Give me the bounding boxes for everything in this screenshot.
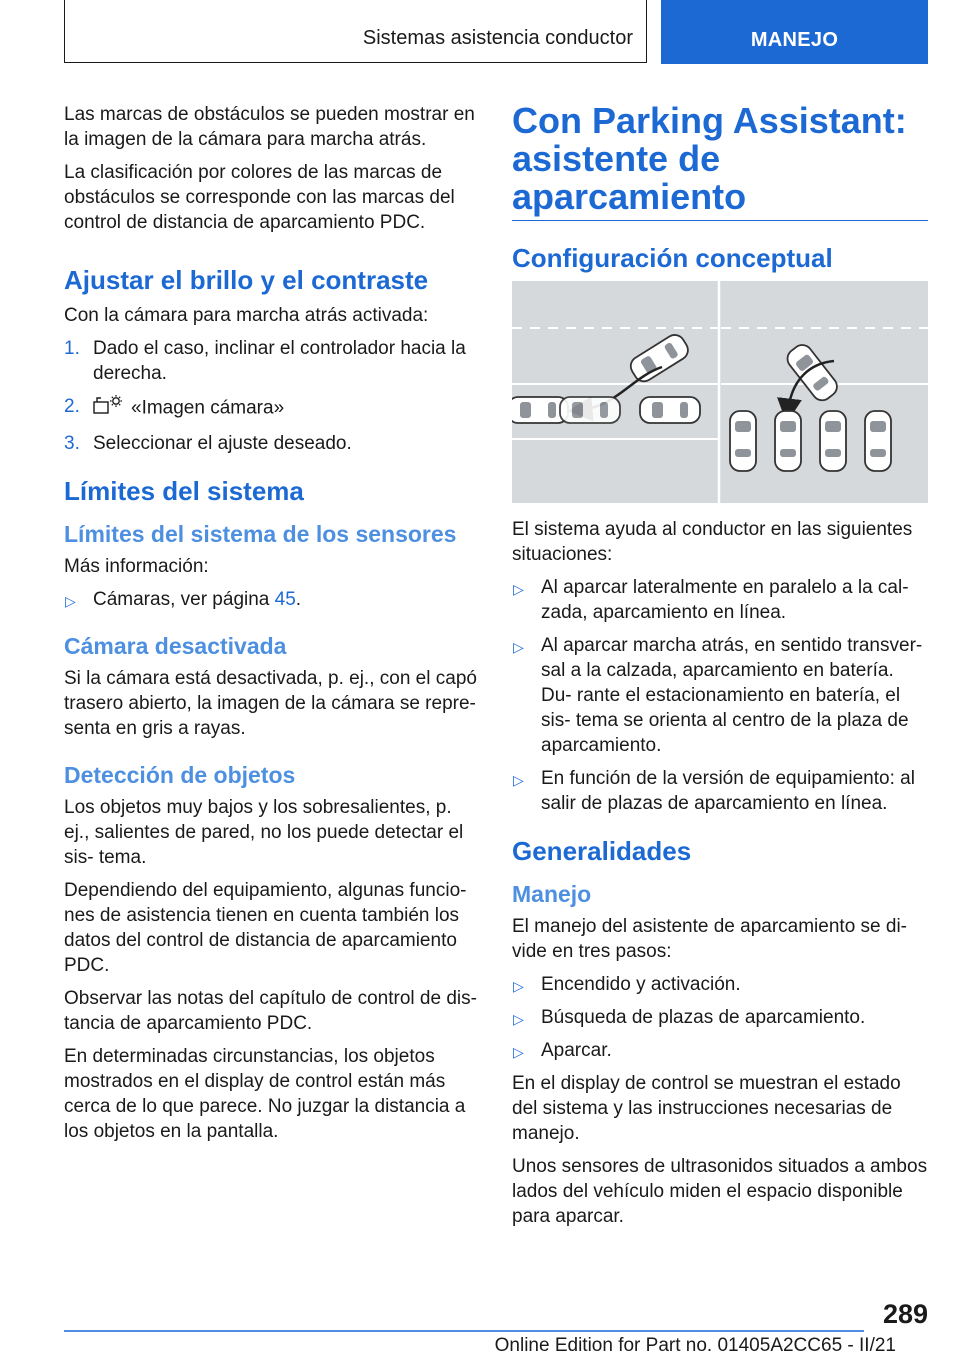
heading-camera-off: Cámara desactivada (64, 633, 287, 659)
paragraph: El manejo del asistente de aparcamiento se di- vide en tres pasos: (512, 916, 908, 962)
list-item-text: Búsqueda de plazas de aparcamiento. (541, 1007, 866, 1028)
paragraph: Dependiendo del equipamiento, algunas funcio- nes de asistencia tienen en cuenta también los datos del control de distancia de aparcamiento PDC. (64, 880, 467, 976)
list-item (512, 1038, 928, 1063)
paragraph: Las marcas de obstáculos se pueden mostrar en la imagen de la cámara para marcha atrás. (64, 104, 475, 150)
heading-object-detection: Detección de objetos (64, 762, 296, 788)
heading-general: Generalidades (512, 836, 692, 866)
list-item (64, 336, 480, 386)
list-item-text: Cámaras, ver página (93, 589, 275, 610)
paragraph: Con la cámara para marcha atrás activada: (64, 305, 429, 326)
step-text: Seleccionar el ajuste deseado. (93, 433, 352, 454)
paragraph: El sistema ayuda al conductor en las siguientes situaciones: (512, 519, 913, 565)
header-chapter-tab[interactable]: MANEJO (661, 0, 928, 64)
triangle-bullet-icon: ▷ (513, 1011, 524, 1027)
paragraph: Más información: (64, 556, 209, 577)
paragraph: Unos sensores de ultrasonidos situados a ambos lados del vehículo miden el espacio disponible para aparcar. (512, 1156, 928, 1227)
list-item (512, 766, 928, 816)
step-text: «Imagen cámara» (131, 397, 285, 419)
paragraph: Observar las notas del capítulo de control de dis- tancia de aparcamiento PDC. (64, 988, 477, 1034)
list-item (512, 633, 928, 758)
paragraph: En el display de control se muestran el estado del sistema y las instrucciones necesarias de manejo. (512, 1073, 901, 1144)
paragraph: Los objetos muy bajos y los sobresalientes, p. ej., salientes de pared, no los puede detectar el sis- tema. (64, 797, 464, 868)
triangle-bullet-icon: ▷ (513, 772, 524, 788)
list-item-text: En función de la versión de equipamiento: al salir de plazas de aparcamiento en línea. (541, 768, 915, 814)
heading-concept: Configuración conceptual (512, 243, 833, 273)
right-column (512, 102, 928, 1237)
triangle-bullet-icon: ▷ (513, 581, 524, 597)
triangle-bullet-icon: ▷ (65, 593, 76, 609)
triangle-bullet-icon: ▷ (513, 639, 524, 655)
heading-system-limits: Límites del sistema (64, 476, 304, 506)
handling-steps-list (512, 972, 928, 1063)
list-item (64, 431, 480, 456)
header-section-title: Sistemas asistencia conductor (64, 0, 647, 63)
more-info-list (64, 587, 480, 612)
paragraph: La clasificación por colores de las marcas de obstáculos se corresponde con las marcas del control de distancia de aparcamiento PDC. (64, 162, 455, 233)
left-column (64, 102, 480, 1152)
triangle-bullet-icon: ▷ (513, 1044, 524, 1060)
list-item-text: Aparcar. (541, 1040, 612, 1061)
list-item-text: Al aparcar marcha atrás, en sentido transver- sal a la calzada, aparcamiento en batería. Du- rante el estacionamiento en batería, el sis- tema se orienta al centro de la plaza de aparcamiento. (541, 635, 923, 756)
footer-edition: Online Edition for Part no. 01405A2CC65 - II/21 (494, 1335, 896, 1356)
step-number: 1. (64, 338, 80, 359)
heading-sensor-limits: Límites del sistema de los sensores (64, 521, 457, 547)
punctuation: . (295, 589, 302, 610)
page-number: 289 (882, 1299, 928, 1329)
list-item-text: Al aparcar lateralmente en paralelo a la cal- zada, aparcamiento en línea. (541, 577, 909, 623)
situations-list (512, 575, 928, 816)
main-heading: Con Parking Assistant: asistente de aparcamiento (512, 102, 928, 221)
paragraph: En determinadas circunstancias, los objetos mostrados en el display de control están más cerca de lo que parece. No juzgar la distancia a los objetos en la pantalla. (64, 1046, 466, 1142)
brightness-steps (64, 336, 480, 456)
list-item (512, 972, 928, 997)
page-header (64, 0, 928, 66)
list-item-text: Encendido y activación. (541, 974, 741, 995)
list-item (64, 587, 480, 612)
heading-brightness: Ajustar el brillo y el contraste (64, 265, 429, 295)
paragraph: Si la cámara está desactivada, p. ej., con el capó trasero abierto, la imagen de la cámara se repre- senta en gris a rayas. (64, 668, 477, 739)
step-number: 2. (64, 396, 80, 417)
footer-divider (64, 1330, 864, 1332)
step-text: Dado el caso, inclinar el controlador hacia la derecha. (93, 338, 466, 384)
list-item (512, 1005, 928, 1030)
parking-diagram (512, 281, 928, 503)
camera-settings-icon (93, 394, 123, 423)
page-link-45[interactable]: 45 (274, 589, 296, 610)
heading-handling: Manejo (512, 881, 592, 907)
list-item (64, 394, 480, 423)
list-item (512, 575, 928, 625)
step-number: 3. (64, 433, 80, 454)
triangle-bullet-icon: ▷ (513, 978, 524, 994)
